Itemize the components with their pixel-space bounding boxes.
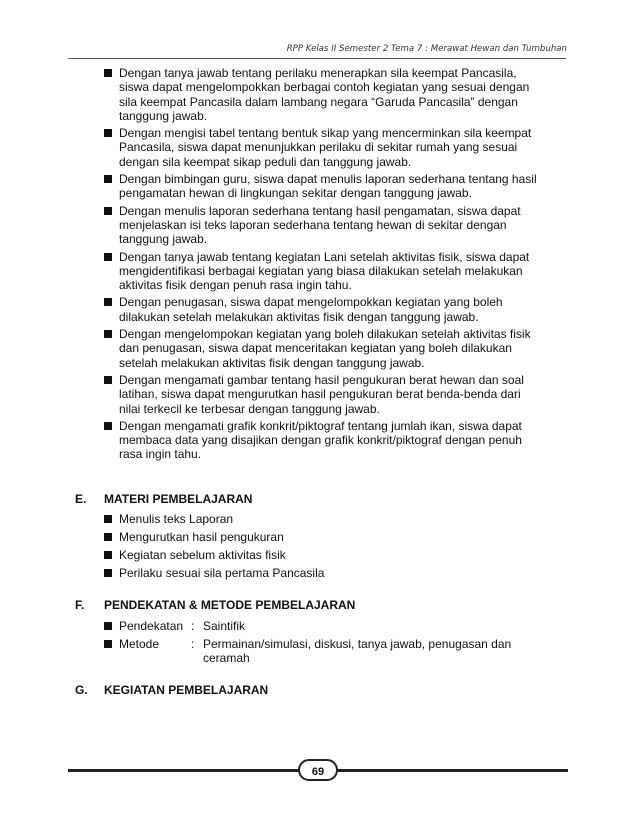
section-letter: E. [75,492,87,506]
list-item: Dengan mengelompokan kegiatan yang boleh dilakukan setelah aktivitas fisik dan penugasan, siswa dapat menceritakan kegiatan yang boleh dilakukan setelah melakukan aktivitas fisik dengan tanggung jawab. [0,327,539,370]
square-bullet-icon [104,253,112,261]
square-bullet-icon [104,175,112,183]
section-letter: F. [75,598,85,612]
square-bullet-icon [104,207,112,215]
footer-rule-left [68,769,300,772]
list-item: Dengan mengamati grafik konkrit/piktograf tentang jumlah ikan, siswa dapat membaca data yang disajikan dengan grafik konkrit/piktograf dengan penuh rasa ingin tahu. [0,419,539,462]
square-bullet-icon [104,422,112,430]
section-title: KEGIATAN PEMBELAJARAN [104,683,269,697]
separator: : [191,637,195,651]
square-bullet-icon [104,330,112,338]
list-item: Dengan menulis laporan sederhana tentang hasil pengamatan, siswa dapat menjelaskan isi teks laporan sederhana tentang hewan di sekitar dengan tanggung jawab. [0,204,539,247]
method-value: Permainan/simulasi, diskusi, tanya jawab, penugasan dan ceramah [203,637,512,666]
square-bullet-icon [104,298,112,306]
section-f [0,598,638,669]
section-title: MATERI PEMBELAJARAN [104,492,253,506]
list-item: Dengan tanya jawab tentang kegiatan Lani setelah aktivitas fisik, siswa dapat mengidentifikasi berbagai kegiatan yang biasa dilakukan setelah melakukan aktivitas fisik dengan penuh rasa ingin tahu. [0,250,539,293]
section-heading [0,683,638,699]
list-item: Perilaku sesuai sila pertama Pancasila [0,566,638,582]
list-item: Dengan tanya jawab tentang perilaku menerapkan sila keempat Pancasila, siswa dapat mengelompokkan berbagai contoh kegiatan yang sesuai dengan sila keempat Pancasila dalam lambang negara “Garuda Pancasila” dengan tanggung jawab. [0,66,539,123]
separator: : [191,619,195,633]
list-item: Dengan bimbingan guru, siswa dapat menulis laporan sederhana tentang hasil pengamatan hewan di lingkungan sekitar dengan tanggung jawab. [0,172,539,201]
objectives-list [0,66,638,462]
section-title: PENDEKATAN & METODE PEMBELAJARAN [104,598,356,612]
method-label: Metode [119,637,160,651]
square-bullet-icon [104,640,112,648]
section-g [0,683,638,699]
list-item: Dengan mengamati gambar tentang hasil pengukuran berat hewan dan soal latihan, siswa dapat mengurutkan hasil pengukuran berat benda-benda dari nilai terkecil ke terbesar dengan tanggung jawab. [0,373,539,416]
list-item: Dengan mengisi tabel tentang bentuk sikap yang mencerminkan sila keempat Pancasila, siswa dapat menunjukkan perilaku di sekitar rumah yang sesuai dengan sila keempat sikap peduli dan tanggung jawab. [0,126,539,169]
method-row [0,637,638,669]
section-e [0,492,638,584]
square-bullet-icon [104,551,112,559]
approach-value: Saintifik [203,619,246,633]
section-heading [0,598,638,614]
square-bullet-icon [104,569,112,577]
square-bullet-icon [104,622,112,630]
approach-label: Pendekatan [119,619,184,633]
square-bullet-icon [104,69,112,77]
square-bullet-icon [104,376,112,384]
header-rule [68,58,566,59]
running-header: RPP Kelas II Semester 2 Tema 7 : Merawat Hewan dan Tumbuhan [286,44,567,54]
list-item: Mengurutkan hasil pengukuran [0,530,638,546]
square-bullet-icon [104,533,112,541]
page-number: 69 [298,759,338,781]
square-bullet-icon [104,515,112,523]
section-heading [0,492,638,508]
list-item: Kegiatan sebelum aktivitas fisik [0,548,638,564]
square-bullet-icon [104,129,112,137]
materials-list [0,512,638,582]
footer-rule-right [336,769,568,772]
list-item: Dengan penugasan, siswa dapat mengelompokkan kegiatan yang boleh dilakukan setelah melakukan aktivitas fisik dengan tanggung jawab. [0,295,539,324]
list-item: Menulis teks Laporan [0,512,638,528]
section-letter: G. [75,683,88,697]
objectives-section [0,66,638,465]
approach-row [0,619,638,637]
